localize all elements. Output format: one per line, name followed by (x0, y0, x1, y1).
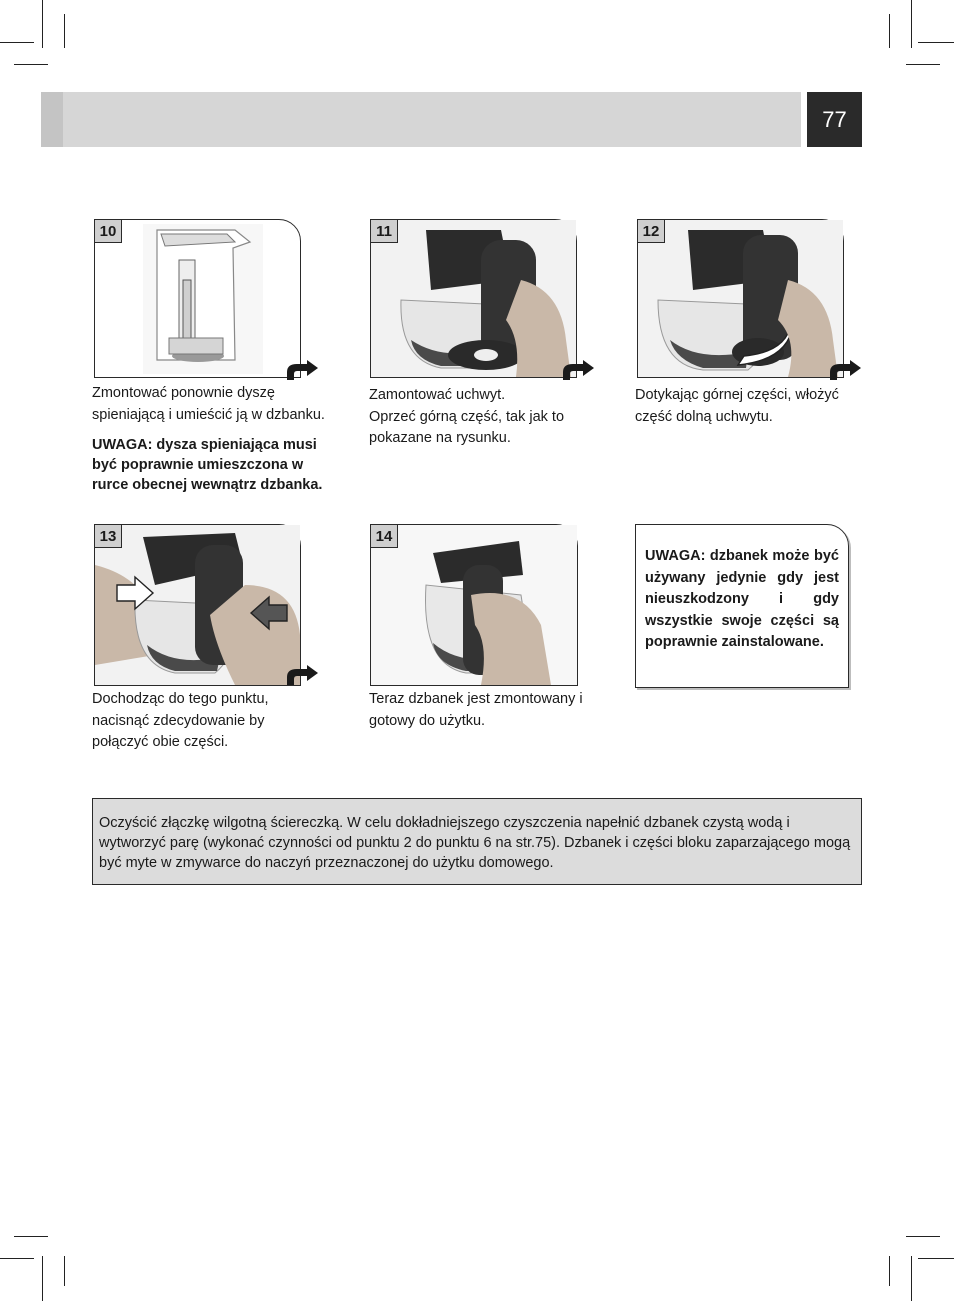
carafe-handle-insert-photo (638, 220, 843, 377)
step-number-badge: 12 (637, 219, 665, 243)
step-number-badge: 14 (370, 524, 398, 548)
step-10-figure (94, 219, 301, 378)
assembled-carafe-photo (371, 525, 577, 685)
step-11-caption (369, 385, 584, 450)
caption-line: Dotykając górnej części, włożyć część dolną uchwytu. (635, 387, 839, 425)
next-step-arrow-icon (561, 360, 595, 382)
cleaning-note-box (92, 798, 862, 885)
step-13-caption (92, 689, 287, 754)
carafe-illustration (95, 220, 300, 377)
warning-note-text: UWAGA: dzbanek może być używany jedynie gdy jest nieuszkodzony i gdy wszystkie swoje części są poprawnie zainstalowane. (645, 548, 839, 650)
step-10-caption (92, 383, 337, 495)
crop-mark (42, 0, 43, 48)
header-bar-accent (41, 92, 63, 147)
step-number-badge: 11 (370, 219, 398, 243)
step-13-figure (94, 524, 301, 686)
step-12-caption (635, 385, 850, 428)
step-11-figure (370, 219, 577, 378)
cleaning-note-text: Oczyścić złączkę wilgotną ściereczką. W celu dokładniejszego czyszczenia napełnić dzbanek czystą wodą i wytworzyć parę (wykonać czynności od punktu 2 do punktu 6 na str.75). Dzbanek i części bloku zaparzającego mogą być myte w zmywarce do naczyń przeznaczonej do użytku domowego. (99, 815, 851, 871)
crop-mark (911, 1256, 912, 1301)
crop-mark (918, 42, 954, 43)
crop-mark (64, 14, 65, 48)
next-step-arrow-icon (285, 665, 319, 687)
caption-line: Zamontować uchwyt. (369, 387, 506, 403)
crop-mark (42, 1256, 43, 1301)
crop-mark (64, 1256, 65, 1286)
step-10-warning: UWAGA: dysza spieniająca musi być poprawnie umieszczona w rurce obecnej wewnątrz dzbanka. (92, 437, 323, 493)
crop-mark (14, 64, 48, 65)
header-bar (41, 92, 801, 147)
page-number: 77 (807, 92, 862, 147)
step-number-badge: 10 (94, 219, 122, 243)
next-step-arrow-icon (285, 360, 319, 382)
step-14-caption (369, 689, 589, 732)
crop-mark (889, 1256, 890, 1286)
step-number-badge: 13 (94, 524, 122, 548)
step-14-figure (370, 524, 578, 686)
caption-line: Dochodząc do tego punktu, nacisnąć zdecydowanie by połączyć obie części. (92, 691, 269, 750)
crop-mark (0, 42, 34, 43)
step-12-figure (637, 219, 844, 378)
crop-mark (0, 1258, 34, 1259)
caption-line: Teraz dzbanek jest zmontowany i gotowy do użytku. (369, 691, 583, 729)
next-step-arrow-icon (828, 360, 862, 382)
crop-mark (906, 1236, 940, 1237)
crop-mark (911, 0, 912, 48)
warning-note-box (635, 524, 849, 688)
carafe-press-photo (95, 525, 300, 685)
carafe-handle-photo (371, 220, 576, 377)
crop-mark (14, 1236, 48, 1237)
caption-line: Zmontować ponownie dyszę (92, 385, 275, 401)
caption-line: Oprzeć górną część, tak jak to pokazane na rysunku. (369, 408, 565, 446)
crop-mark (889, 14, 890, 48)
crop-mark (918, 1258, 954, 1259)
crop-mark (906, 64, 940, 65)
caption-line: spieniającą i umieścić ją w dzbanku. (92, 406, 325, 423)
